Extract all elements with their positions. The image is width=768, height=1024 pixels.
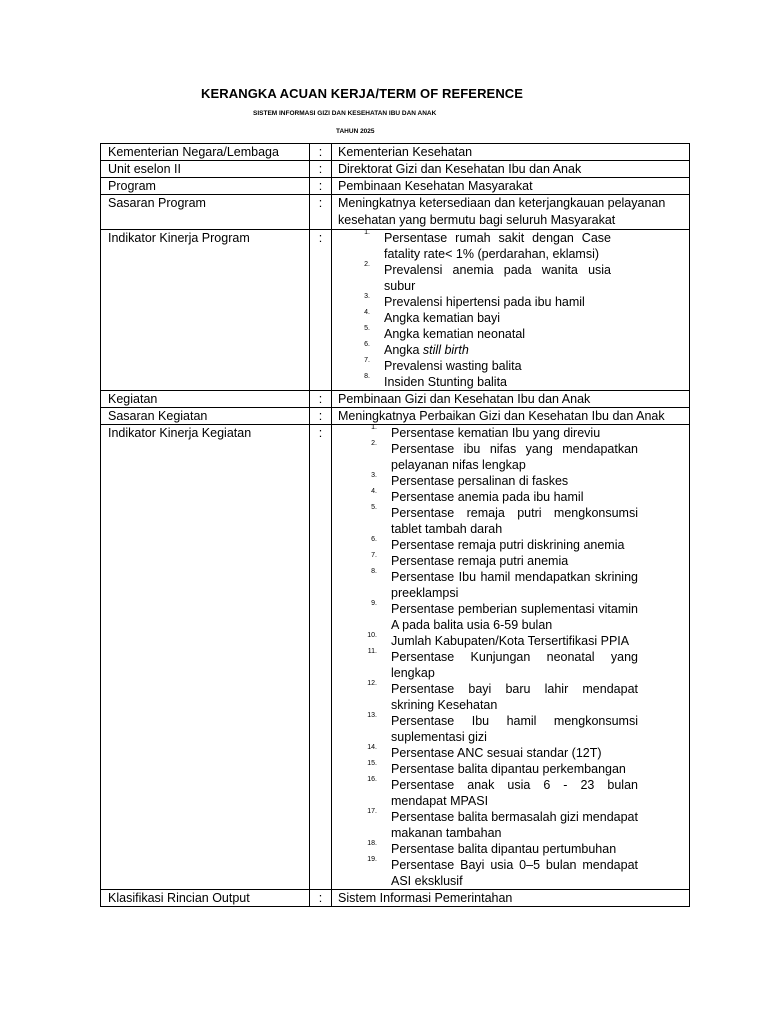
list-item-text (384, 374, 611, 390)
row-separator: : (310, 161, 332, 178)
list-item (338, 489, 638, 505)
row-value: Sistem Informasi Pemerintahan (332, 890, 690, 907)
row-separator: : (310, 425, 332, 890)
row-value: Kementerian Kesehatan (332, 144, 690, 161)
list-item-text (391, 601, 638, 633)
list-item-number: 4. (371, 488, 377, 495)
list-item-text (384, 358, 611, 374)
list-item-label: Persentase rumah sakit dengan Case fatality rate< 1% (perdarahan, eklamsi) (384, 231, 611, 261)
row-label: Indikator Kinerja Program (101, 230, 310, 391)
list-item-text (391, 505, 638, 537)
list-item-label: Persentase ibu nifas yang mendapatkan pelayanan nifas lengkap (391, 442, 638, 472)
table-row-kegiatan (101, 391, 690, 408)
list-item-label: Persentase balita bermasalah gizi mendapat makanan tambahan (391, 810, 638, 840)
list-item-italic-term: still birth (422, 343, 469, 357)
list-item-number: 2. (371, 440, 377, 447)
document-title: KERANGKA ACUAN KERJA/TERM OF REFERENCE (201, 86, 524, 101)
list-item-text (391, 649, 638, 681)
list-item-label: Persentase anemia pada ibu hamil (391, 490, 584, 504)
list-item-text (391, 841, 638, 857)
row-separator: : (310, 391, 332, 408)
list-item-text (384, 262, 611, 294)
list-item-label: Persentase balita dipantau pertumbuhan (391, 842, 617, 856)
list-item-text (384, 326, 611, 342)
list-item-label: Insiden Stunting balita (384, 375, 508, 389)
row-label: Unit eselon II (101, 161, 310, 178)
list-item-number: 11. (367, 648, 377, 655)
row-separator: : (310, 230, 332, 391)
row-label: Indikator Kinerja Kegiatan (101, 425, 310, 890)
list-item-number: 19. (367, 856, 377, 863)
list-item-text (391, 745, 638, 761)
list-item-label: Persentase remaja putri diskrining anemia (391, 538, 625, 552)
list-item-number: 15. (367, 760, 377, 767)
list-item-number: 5. (364, 325, 370, 332)
table-row-sasaran-program (101, 195, 690, 230)
list-item-number: 1. (364, 229, 370, 236)
list-item-text (391, 569, 638, 601)
table-row-program (101, 178, 690, 195)
list-item (338, 857, 638, 889)
list-item-label: Persentase Ibu hamil mengkonsumsi suplementasi gizi (391, 714, 638, 744)
indikator-kegiatan-list (338, 425, 685, 889)
row-label: Program (101, 178, 310, 195)
list-item-number: 18. (367, 840, 377, 847)
row-value: Meningkatnya ketersediaan dan keterjangkauan pelayanan kesehatan yang bermutu bagi seluruh Masyarakat (332, 195, 690, 230)
list-item-number: 17. (367, 808, 377, 815)
list-item-label: Persentase Bayi usia 0–5 bulan mendapat ASI eksklusif (391, 858, 638, 888)
row-separator: : (310, 890, 332, 907)
list-item (338, 649, 638, 681)
list-item-text (391, 681, 638, 713)
document-subtitle: SISTEM INFORMASI GIZI DAN KESEHATAN IBU DAN ANAK (253, 110, 437, 117)
list-item (338, 713, 638, 745)
list-item (338, 809, 638, 841)
table-row-indikator-kinerja-kegiatan (101, 425, 690, 890)
list-item-text (391, 633, 638, 649)
row-value (332, 230, 690, 391)
list-item-number: 14. (367, 744, 377, 751)
list-item-number: 9. (371, 600, 377, 607)
list-item-label: Persentase ANC sesuai standar (12T) (391, 746, 602, 760)
list-item (338, 761, 638, 777)
list-item-label: Persentase kematian Ibu yang direviu (391, 426, 601, 440)
table-row-klasifikasi (101, 890, 690, 907)
row-label: Sasaran Program (101, 195, 310, 230)
table-row-indikator-kinerja-program (101, 230, 690, 391)
list-item-number: 2. (364, 261, 370, 268)
list-item-number: 16. (367, 776, 377, 783)
row-label: Sasaran Kegiatan (101, 408, 310, 425)
list-item (338, 342, 611, 358)
row-label: Kegiatan (101, 391, 310, 408)
list-item-label: Persentase pemberian suplementasi vitamin A pada balita usia 6-59 bulan (391, 602, 638, 632)
list-item (338, 358, 611, 374)
list-item-number: 6. (371, 536, 377, 543)
list-item-label: Jumlah Kabupaten/Kota Tersertifikasi PPIA (391, 634, 630, 648)
list-item-label: Persentase remaja putri mengkonsumsi tablet tambah darah (391, 506, 638, 536)
list-item (338, 553, 638, 569)
list-item-text (391, 809, 638, 841)
tor-table (100, 143, 690, 907)
list-item-number: 7. (371, 552, 377, 559)
list-item-number: 6. (364, 341, 370, 348)
indikator-program-list (338, 230, 685, 390)
table-row-kementerian (101, 144, 690, 161)
list-item-text (391, 857, 638, 889)
list-item (338, 601, 638, 633)
row-label: Kementerian Negara/Lembaga (101, 144, 310, 161)
row-separator: : (310, 178, 332, 195)
list-item (338, 425, 638, 441)
table-row-unit-eselon (101, 161, 690, 178)
list-item (338, 505, 638, 537)
list-item (338, 294, 611, 310)
list-item (338, 473, 638, 489)
list-item-label: Angka (384, 343, 423, 357)
row-label: Klasifikasi Rincian Output (101, 890, 310, 907)
list-item (338, 310, 611, 326)
row-value: Meningkatnya Perbaikan Gizi dan Kesehatan Ibu dan Anak (332, 408, 690, 425)
list-item (338, 681, 638, 713)
list-item (338, 230, 611, 262)
list-item-text (391, 489, 638, 505)
list-item-label: Prevalensi anemia pada wanita usia subur (384, 263, 611, 293)
list-item-number: 4. (364, 309, 370, 316)
row-value: Pembinaan Gizi dan Kesehatan Ibu dan Anak (332, 391, 690, 408)
list-item-text (391, 713, 638, 745)
row-value (332, 425, 690, 890)
list-item (338, 569, 638, 601)
list-item-label: Persentase Ibu hamil mendapatkan skrining preeklampsi (391, 570, 638, 600)
list-item-text (384, 342, 611, 358)
list-item (338, 374, 611, 390)
list-item-number: 7. (364, 357, 370, 364)
list-item-label: Persentase remaja putri anemia (391, 554, 569, 568)
list-item (338, 326, 611, 342)
list-item-number: 5. (371, 504, 377, 511)
row-separator: : (310, 195, 332, 230)
list-item-label: Persentase Kunjungan neonatal yang lengkap (391, 650, 638, 680)
list-item-number: 8. (371, 568, 377, 575)
list-item-number: 3. (364, 293, 370, 300)
list-item (338, 633, 638, 649)
row-value: Pembinaan Kesehatan Masyarakat (332, 178, 690, 195)
list-item (338, 777, 638, 809)
list-item (338, 441, 638, 473)
list-item (338, 537, 638, 553)
list-item-text (391, 761, 638, 777)
list-item-number: 1. (371, 424, 377, 431)
list-item (338, 745, 638, 761)
list-item-number: 12. (367, 680, 377, 687)
list-item-label: Prevalensi hipertensi pada ibu hamil (384, 295, 585, 309)
list-item-text (391, 425, 638, 441)
list-item-text (384, 310, 611, 326)
row-separator: : (310, 408, 332, 425)
list-item (338, 841, 638, 857)
list-item-number: 10. (367, 632, 377, 639)
row-value: Direktorat Gizi dan Kesehatan Ibu dan Anak (332, 161, 690, 178)
list-item-label: Persentase persalinan di faskes (391, 474, 569, 488)
list-item-text (384, 294, 611, 310)
list-item-number: 3. (371, 472, 377, 479)
row-separator: : (310, 144, 332, 161)
list-item-label: Persentase balita dipantau perkembangan (391, 762, 626, 776)
list-item-label: Persentase anak usia 6 - 23 bulan mendapat MPASI (391, 778, 638, 808)
list-item-number: 13. (367, 712, 377, 719)
list-item-number: 8. (364, 373, 370, 380)
list-item-text (391, 537, 638, 553)
document-year: TAHUN 2025 (336, 128, 375, 135)
table-row-sasaran-kegiatan (101, 408, 690, 425)
list-item-text (391, 473, 638, 489)
list-item-label: Angka kematian bayi (384, 311, 501, 325)
list-item (338, 262, 611, 294)
list-item-label: Persentase bayi baru lahir mendapat skrining Kesehatan (391, 682, 638, 712)
list-item-text (391, 441, 638, 473)
list-item-label: Angka kematian neonatal (384, 327, 526, 341)
list-item-text (391, 553, 638, 569)
list-item-text (391, 777, 638, 809)
list-item-text (384, 230, 611, 262)
list-item-label: Prevalensi wasting balita (384, 359, 522, 373)
